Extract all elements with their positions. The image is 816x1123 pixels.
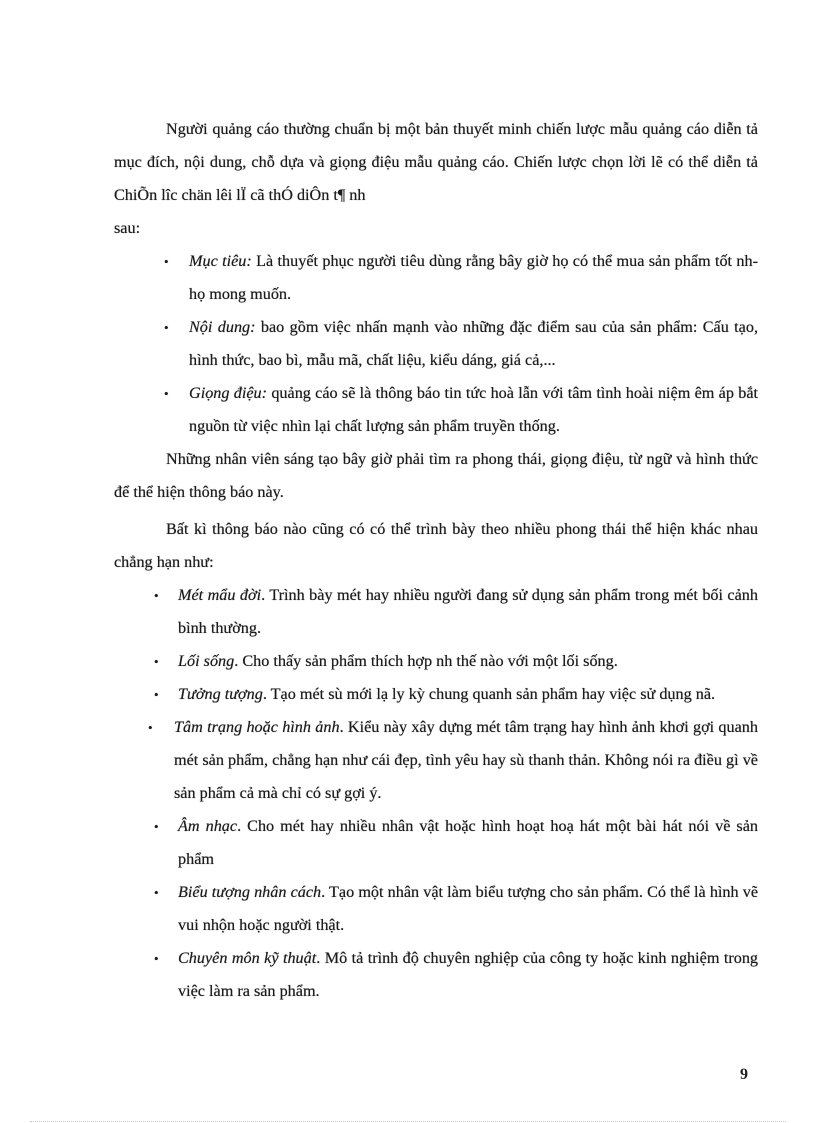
list-item-term: Mét mẩu đời [178, 586, 262, 604]
list-item [114, 311, 758, 377]
list-item-term: Âm nhạc [178, 817, 238, 835]
footer-divider [30, 1121, 786, 1122]
list-item-text: . Kiểu này xây dựng mét tâm trạng hay hình ảnh khơi gợi quanh mét sản phẩm, chẳng hạn như cái đẹp, tình yêu hay sù thanh thản. Không nói ra điều gì về sản phẩm cả mà chỉ có sự gợi ý. [174, 718, 758, 802]
list-item-text: . Tạo mét sù mới lạ ly kỳ chung quanh sản phẩm hay việc sử dụng nã. [262, 685, 716, 703]
list-item-term: Nội dung: [189, 318, 256, 336]
list-item-text: . Cho mét hay nhiều nhân vật hoặc hình hoạt hoạ hát một bài hát nói về sản phẩm [178, 817, 759, 868]
bullet-icon: • [154, 819, 159, 834]
style-list [114, 579, 758, 1008]
list-item [114, 678, 758, 711]
list-item-term: Tâm trạng hoặc hình ảnh [174, 718, 340, 736]
bullet-icon: • [154, 654, 159, 669]
list-item [114, 876, 758, 942]
list-item [114, 579, 758, 645]
bullet-icon: • [154, 885, 159, 900]
list-item-text: . Trình bày mét hay nhiều người đang sử dụng sản phẩm trong mét bối cảnh bình thường. [178, 586, 758, 637]
intro-tail: sau: [114, 219, 141, 237]
intro-text: Người quảng cáo thường chuẩn bị một bản thuyết minh chiến lược mẫu quảng cáo diễn tả mục đích, nội dung, chỗ dựa và giọng điệu mẫu quảng cáo. Chiến lược chọn lời lẽ có thể diễn tả ChiÕn lîc chän lêi lÏ cã thÓ diÔn t¶ nh [114, 120, 758, 204]
bullet-icon: • [154, 687, 159, 702]
list-item [114, 645, 758, 678]
list-item [114, 810, 758, 876]
list-item-text: quảng cáo sẽ là thông báo tin tức hoà lẫn với tâm tình hoài niệm êm áp bắt nguồn từ việc nhìn lại chất lượng sản phẩm truyền thống. [189, 384, 758, 435]
list-item-term: Giọng điệu: [189, 384, 268, 402]
bullet-icon: • [154, 951, 159, 966]
intro-paragraph [114, 113, 758, 245]
list-item-term: Lối sống [178, 652, 235, 670]
list-item [114, 711, 758, 810]
bullet-icon: • [164, 254, 169, 269]
styles-paragraph: Bất kì thông báo nào cũng có có thể trình bày theo nhiều phong thái thể hiện khác nhau chẳng hạn như: [114, 520, 758, 571]
strategy-list [114, 245, 758, 443]
list-item-term: Biểu tượng nhân cách [178, 883, 322, 901]
list-item [114, 942, 758, 1008]
list-item-text: . Mô tả trình độ chuyên nghiệp của công ty hoặc kinh nghiệm trong việc làm ra sản phẩm. [178, 949, 759, 1000]
list-item-text: . Tạo một nhân vật làm biểu tượng cho sản phẩm. Có thể là hình vẽ vui nhộn hoặc người thật. [178, 883, 759, 934]
document-body [114, 113, 758, 1008]
list-item-text: . Cho thấy sản phẩm thích hợp nh thế nào với một lối sống. [234, 652, 618, 670]
bullet-icon: • [148, 720, 153, 735]
creative-paragraph: Những nhân viên sáng tạo bây giờ phải tìm ra phong thái, giọng điệu, từ ngữ và hình thức để thể hiện thông báo này. [114, 450, 758, 501]
bullet-icon: • [164, 320, 169, 335]
list-item-term: Mục tiêu: [189, 252, 252, 270]
list-item [114, 245, 758, 311]
list-item-text: bao gồm việc nhấn mạnh vào những đặc điểm sau của sản phẩm: Cấu tạo, hình thức, bao bì, mẫu mã, chất liệu, kiểu dáng, giá cả,... [189, 318, 758, 369]
page-number: 9 [740, 1066, 748, 1083]
list-item-term: Chuyên môn kỹ thuật [178, 949, 317, 967]
bullet-icon: • [164, 386, 169, 401]
list-item [114, 377, 758, 443]
bullet-icon: • [154, 588, 159, 603]
list-item-term: Tưởng tượng [178, 685, 263, 703]
list-item-text: Là thuyết phục người tiêu dùng rằng bây giờ họ có thể mua sản phẩm tốt nh họ mong muốn. [189, 252, 758, 303]
